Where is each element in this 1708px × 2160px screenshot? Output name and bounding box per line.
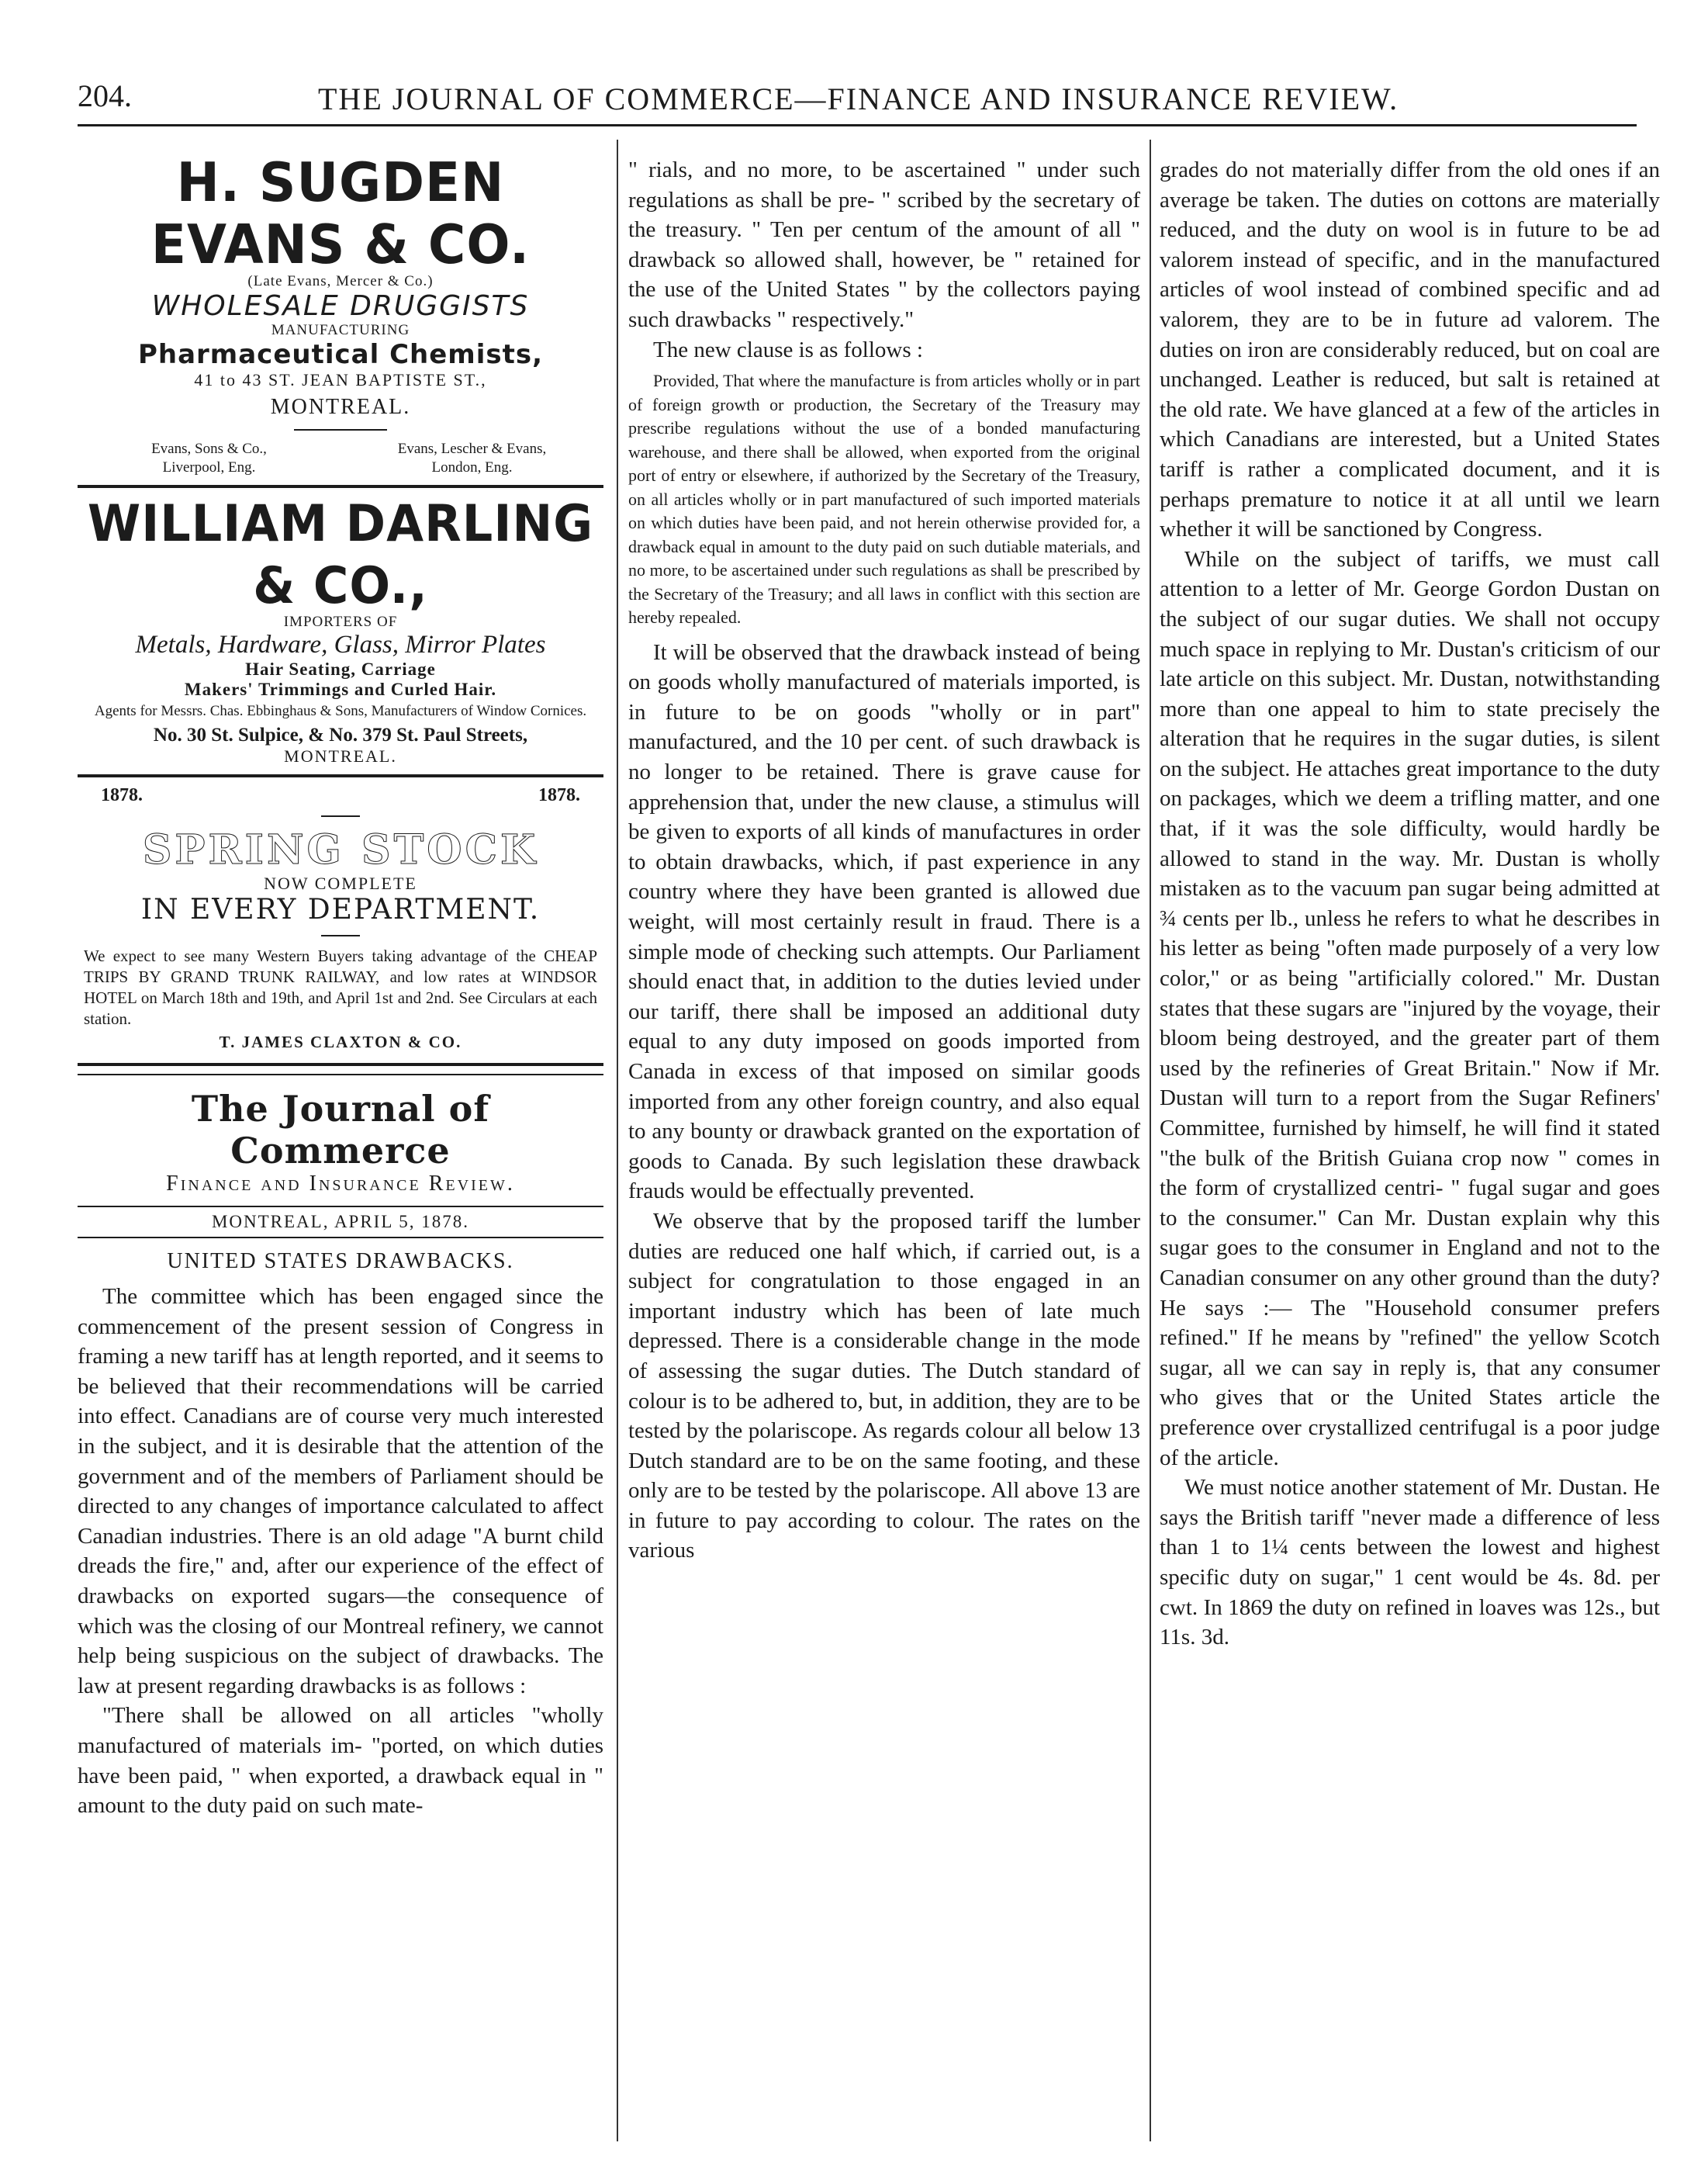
darling-line-2: Makers' Trimmings and Curled Hair. <box>184 680 497 699</box>
quoted-law: "There shall be allowed on all articles "wholly manufactured of materials im- "ported, on which duties have been paid, " when exported, a drawback equal in " amount to the duty paid on such mate- <box>78 1703 603 1819</box>
article-paragraph: It will be observed that the drawback instead of being on goods wholly manufactured of materials imported, is in future to be on goods "wholly or in part" manufactured, and the 10 per cent. of such drawback is no longer to be retained. There is grave cause for apprehension that, under the new clause, a stimulus will be given to exports of all kinds of manufactures in order to obtain drawbacks, which, if past experience in any country where they have been granted is allowed due weight, will most certainly result in fraud. There is a simple mode of checking such attempts. Our Parliament should enact that, in addition to the duties levied under our tariff, there shall be imposed an additional duty equal to any duty imposed on goods imported from Canada in excess of that imposed on similar goods imported from any other foreign country, and also equal to any bounty or drawback granted on the exportation of goods to Canada. By such legislation these drawback frauds would be effectually prevented. <box>628 639 1140 1204</box>
new-clause-intro: The new clause is as follows : <box>653 337 923 362</box>
running-title: THE JOURNAL OF COMMERCE—FINANCE AND INSURANCE REVIEW. <box>318 81 1399 116</box>
divider <box>78 1063 603 1066</box>
article-paragraph: We must notice another statement of Mr. Dustan. He says the British tariff "never made a difference of less than 1 to 1¼ cents between the lowest and highest specific duty on sugar," 1 cent would be 4s. 8d. per cwt. In 1869 the duty on refined in loaves was 12s., but 11s. 3d. <box>1160 1475 1660 1650</box>
branch-london <box>341 440 603 477</box>
evans-trade: WHOLESALE DRUGGISTS <box>151 290 530 322</box>
divider <box>78 774 603 777</box>
evans-branches <box>78 440 603 477</box>
divider <box>321 815 360 817</box>
masthead <box>78 1088 603 1196</box>
claxton-firm: T. JAMES CLAXTON & CO. <box>219 1033 462 1051</box>
masthead-title: The Journal of Commerce <box>191 1088 490 1172</box>
year-right: 1878. <box>538 785 580 805</box>
quoted-law-continued: " rials, and no more, to be ascertained " under such regulations as shall be pre- " scribed by the secretary of the treasury. " Ten per centum of the amount of all " drawback so allowed shall, however, be " retained for the use of the United States " by the collectors paying such drawbacks " respectively." <box>628 158 1140 332</box>
evans-street: 41 to 43 ST. JEAN BAPTISTE ST., <box>194 370 487 389</box>
branch-london-name: Evans, Lescher & Evans, <box>397 441 547 457</box>
article-paragraph: We observe that by the proposed tariff the lumber duties are reduced one half which, if carried out, is a subject for congratulation to those engaged in an important industry which has been of late much depressed. There is a considerable change in the mode of assessing the sugar duties. The Dutch standard of colour is to be adhered to, but, in addition, they are to be tested by the polariscope. As regards colour all below 13 Dutch standard are to be on the same footing, and these only are to be tested by the polariscope. All above 13 are in future to pay according to colour. The rates on the various <box>628 1208 1140 1563</box>
darling-city: MONTREAL. <box>284 746 397 766</box>
divider <box>78 1237 603 1238</box>
running-header <box>78 78 1637 126</box>
column-3 <box>1160 155 1660 1653</box>
claxton-headline: SPRING STOCK <box>142 826 539 874</box>
article-paragraph: While on the subject of tariffs, we must call attention to a letter of Mr. George Gordon Dustan on the subject of our sugar duties. We shall not occupy much space in replying to Mr. Dustan's criticism of our late article on this subject. Mr. Dustan, notwithstanding more than one appeal to him to state precisely the alteration that he requires in the sugar duties, is silent on the subject. He attaches great importance to the duty on packages, which we deem a trifling matter, and one that, if it was the sole difficulty, would hardly be allowed to stand in the way. Mr. Dustan is wholly mistaken as to the vacuum pan sugar being admitted at ¾ cents per lb., unless he refers to what he describes in his letter as being "often made purposely of a very low color," or as being "artificially colored." Mr. Dustan states that these sugars are "injured by the voyage, their bloom being destroyed, and the greater part of them used by the refineries of Great Britain." Now if Mr. Dustan will turn to a report from the Sugar Refiners' Committee, furnished by himself, he will find it stated "the bulk of the British Guiana crop now " comes in the form of crystallized centri- " fugal sugar and goes to the consumer." Can Mr. Dustan explain why this sugar goes to the consumer in England and not to the Canadian consumer on any other ground than the duty? He says :— The "Household consumer prefers refined." If he means by "refined" the yellow Scotch sugar, all we can say in reply is, that any consumer who gives that or the United States article the preference over crystallized centrifugal is a poor judge of the article. <box>1160 546 1660 1470</box>
darling-importers: IMPORTERS OF <box>283 614 398 630</box>
divider <box>294 429 387 431</box>
darling-goods: Metals, Hardware, Glass, Mirror Plates <box>135 631 546 659</box>
claxton-now-complete: NOW COMPLETE <box>264 874 417 893</box>
divider <box>78 1206 603 1207</box>
article-paragraph: grades do not materially differ from the old ones if an average be taken. The duties on cottons are materially reduced, and the duty on wool is in future to be ad valorem instead of specific, and in the manufactured articles of wool instead of combined specific and ad valorem, they are to be in future ad valorem. The duties on iron are considerably reduced, but on coal are unchanged. Leather is reduced, but salt is retained at the old rate. We have glanced at a few of the articles in which Canadians are interested, but a United States tariff is rather a complicated document, and it is perhaps premature to notice it at all until we learn whether it will be sanctioned by Congress. <box>1160 158 1660 542</box>
divider <box>78 1074 603 1075</box>
evans-chemists: Pharmaceutical Chemists, <box>137 339 544 370</box>
evans-late-name: (Late Evans, Mercer & Co.) <box>247 273 434 289</box>
branch-london-place: London, Eng. <box>431 459 513 476</box>
evans-advertisement <box>78 151 603 477</box>
claxton-department: IN EVERY DEPARTMENT. <box>140 894 541 926</box>
branch-liverpool-place: Liverpool, Eng. <box>162 459 256 476</box>
claxton-years <box>78 785 603 806</box>
dateline: MONTREAL, APRIL 5, 1878. <box>211 1212 470 1231</box>
column-rule <box>1150 140 1151 2141</box>
claxton-body: We expect to see many Western Buyers taking advantage of the CHEAP TRIPS BY GRAND TRUNK RAILWAY, and low rates at WINDSOR HOTEL on March 18th and 19th, and April 1st and 2nd. See Circulars at each station. <box>84 947 597 1028</box>
claxton-advertisement <box>78 785 603 1052</box>
new-clause-text: Provided, That where the manufacture is from articles wholly or in part of foreign growth or production, the Secretary of the Treasury may prescribe regulations without the use of a bonded manufacturing warehouse, and there shall be allowed, when exported from the original port of entry or elsewhere, if authorized by the Secretary of the Treasury, on all articles wholly or in part manufactured of such imported materials on which duties have been paid, and not herein otherwise provided for, a drawback equal in amount to the duty paid on such dutiable materials, and no more, to be ascertained under such regulations as shall be prescribed by the Secretary of the Treasury; and all laws in conflict with this section are hereby repealed. <box>628 371 1140 628</box>
evans-firm-name: H. SUGDEN EVANS & CO. <box>150 151 531 276</box>
darling-agents: Agents for Messrs. Chas. Ebbinghaus & Sons, Manufacturers of Window Cornices. <box>94 703 587 719</box>
darling-address: No. 30 St. Sulpice, & No. 379 St. Paul Streets, <box>153 725 528 746</box>
darling-firm-name: WILLIAM DARLING & CO., <box>87 493 594 615</box>
article-title: UNITED STATES DRAWBACKS. <box>167 1249 514 1273</box>
darling-line-1: Hair Seating, Carriage <box>245 659 436 679</box>
year-left: 1878. <box>101 785 143 805</box>
masthead-subtitle: Finance and Insurance Review. <box>166 1172 515 1196</box>
divider <box>78 485 603 488</box>
column-2 <box>628 155 1140 1566</box>
branch-liverpool <box>78 440 341 477</box>
page-number: 204. <box>78 78 132 113</box>
branch-liverpool-name: Evans, Sons & Co., <box>151 441 267 457</box>
darling-advertisement <box>78 493 603 767</box>
evans-manufacturing: MANUFACTURING <box>271 322 410 338</box>
column-1 <box>78 151 603 1821</box>
article-paragraph: The committee which has been engaged since the commencement of the present session of Congress in framing a new tariff has at length reported, and it seems to be believed that their recommendations will be carried into effect. Canadians are of course very much interested in the subject, and it is desirable that the attention of the government and of the members of Parliament should be directed to any changes of importance calculated to affect Canadian industries. There is an old adage "A burnt child dreads the fire," and, after our experience of the effect of drawbacks on exported sugars—the consequence of which was the closing of our Montreal refinery, we cannot help being suspicious on the subject of drawbacks. The law at present regarding drawbacks is as follows : <box>78 1284 603 1698</box>
divider <box>321 935 360 936</box>
evans-city: MONTREAL. <box>270 395 411 419</box>
column-rule <box>617 140 618 2141</box>
